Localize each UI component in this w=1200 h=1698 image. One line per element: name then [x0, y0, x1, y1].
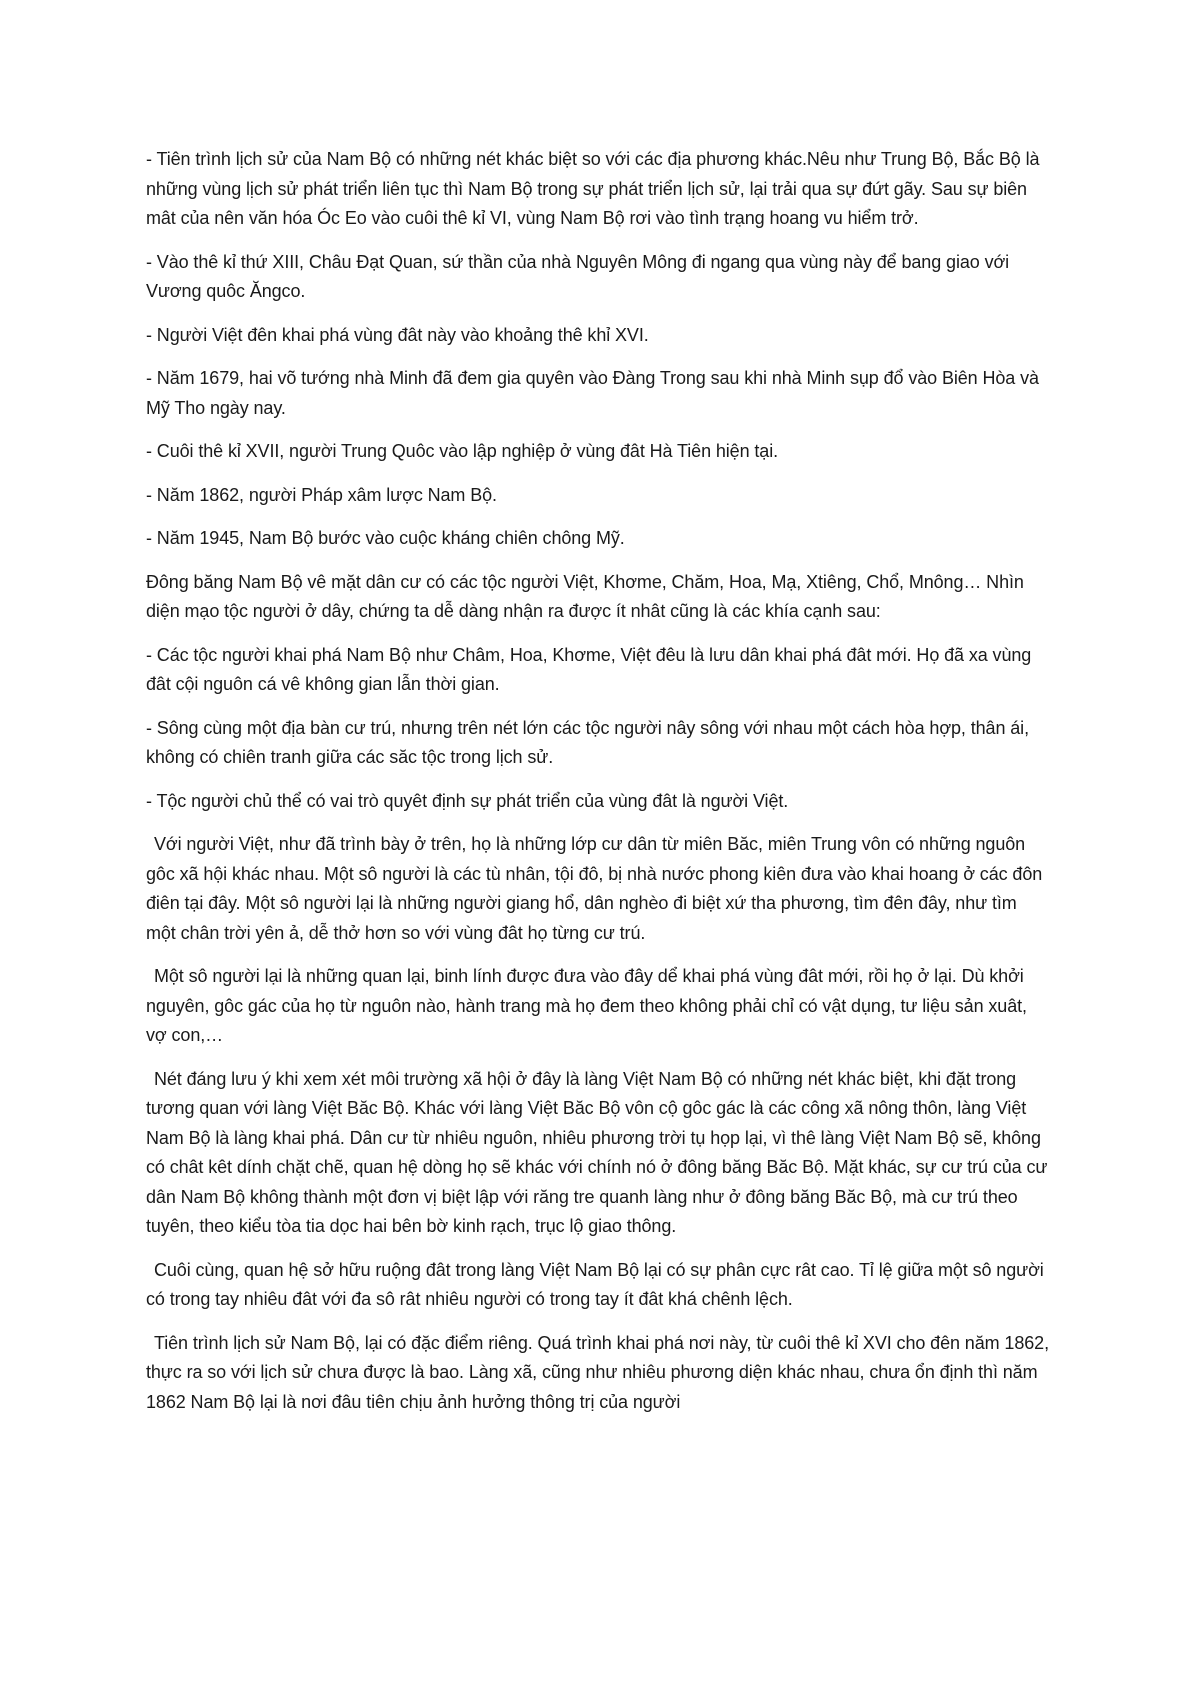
paragraph-8: Đông băng Nam Bộ vê mặt dân cư có các tộc người Việt, Khơme, Chăm, Hoa, Mạ, Xtiêng, Chổ, Mnông… Nhìn diện mạo tộc người ở dây, chứng ta dễ dàng nhận ra được ít nhât cũng là các khía cạnh sau: [146, 571, 1024, 621]
paragraph-16: Tiên trình lịch sử Nam Bộ, lại có đặc điểm riêng. Quá trình khai phá nơi này, từ cuôi thê kỉ XVI cho đên năm 1862, thực ra so với lịch sử chưa được là bao. Làng xã, cũng như nhiêu phương diện khác nhau, chưa ổn định thì năm 1862 Nam Bộ lại là nơi đâu tiên chịu ảnh hưởng thông trị của người [146, 1332, 1049, 1412]
paragraph-3: - Người Việt đên khai phá vùng đât này vào khoảng thê khỉ XVI. [146, 324, 649, 345]
paragraph-14: Nét đáng lưu ý khi xem xét môi trường xã hội ở đây là làng Việt Nam Bộ có những nét khác biệt, khi đặt trong tương quan với làng Việt Băc Bộ. Khác với làng Việt Băc Bộ vôn cộ gôc gác là các công xã nông thôn, làng Việt Nam Bộ là làng khai phá. Dân cư từ nhiêu nguôn, nhiêu phương trời tụ họp lại, vì thê làng Việt Nam Bộ sẽ, không có chât kêt dính chặt chẽ, quan hệ dòng họ sẽ khác với chính nó ở đông băng Băc Bộ. Mặt khác, sự cư trú của cư dân Nam Bộ không thành một đơn vị biệt lập với răng tre quanh làng như ở đông băng Băc Bộ, mà cư trú theo tuyên, theo kiểu tòa tia dọc hai bên bờ kinh rạch, trục lộ giao thông. [146, 1068, 1048, 1236]
paragraph-15: Cuôi cùng, quan hệ sở hữu ruộng đât trong làng Việt Nam Bộ lại có sự phân cực rât cao. Tỉ lệ giữa một sô người có trong tay nhiêu đât với đa sô rât nhiêu người có trong tay ít đât khá chênh lệch. [146, 1259, 1044, 1309]
paragraph-13: Một sô người lại là những quan lại, binh lính được đưa vào đây dể khai phá vùng đât mới, rồi họ ở lại. Dù khởi nguyên, gôc gác của họ từ nguôn nào, hành trang mà họ đem theo không phải chỉ có vật dụng, tư liệu sản xuât, vợ con,… [146, 966, 1027, 1045]
paragraph-4: - Năm 1679, hai võ tướng nhà Minh đã đem gia quyên vào Đàng Trong sau khi nhà Minh sụp đổ vào Biên Hòa và Mỹ Tho ngày nay. [146, 368, 1039, 418]
paragraph-5: - Cuôi thê kỉ XVII, người Trung Quôc vào lập nghiệp ở vùng đât Hà Tiên hiện tại. [146, 441, 779, 461]
paragraph-9: - Các tộc người khai phá Nam Bộ như Châm, Hoa, Khơme, Việt đêu là lưu dân khai phá đât mới. Họ đã xa vùng đât cội nguôn cá vê không gian lẫn thời gian. [146, 644, 1032, 694]
paragraph-1: - Tiên trình lịch sử của Nam Bộ có những nét khác biệt so với các địa phương khác.Nêu như Trung Bộ, Bắc Bộ là những vùng lịch sử phát triển liên tục thì Nam Bộ trong sự phát triển lịch sử, lại trải qua sự đứt gãy. Sau sự biên mât của nên văn hóa Óc Eo vào cuôi thê kỉ VI, vùng Nam Bộ rơi vào tình trạng hoang vu hiểm trở. [146, 149, 1040, 228]
paragraph-2: - Vào thê kỉ thứ XIII, Châu Đạt Quan, sứ thần của nhà Nguyên Mông đi ngang qua vùng này để bang giao với Vương quôc Ăngco. [146, 251, 1010, 301]
paragraph-12: Với người Việt, như đã trình bày ở trên, họ là những lớp cư dân từ miên Băc, miên Trung vôn có những nguôn gôc xã hội khác nhau. Một sô người là các tù nhân, tội đô, bị nhà nước phong kiên đưa vào khai hoang ở các đôn điên tại đây. Một sô người lại là những người giang hổ, dân nghèo đi biệt xứ tha phương, tìm đên đây, như tìm một chân trời yên ả, dễ thở hơn so với vùng đât họ từng cư trú. [146, 834, 1043, 943]
paragraph-7: - Năm 1945, Nam Bộ bước vào cuộc kháng chiên chông Mỹ. [146, 528, 625, 548]
paragraph-10: - Sông cùng một địa bàn cư trú, nhưng trên nét lớn các tộc người nây sông với nhau một cách hòa hợp, thân ái, không có chiên tranh giữa các săc tộc trong lịch sử. [146, 717, 1029, 767]
paragraph-6: - Năm 1862, người Pháp xâm lược Nam Bộ. [146, 484, 497, 505]
paragraph-11: - Tộc người chủ thể có vai trò quyêt định sự phát triển của vùng đât là người Việt. [146, 790, 789, 811]
